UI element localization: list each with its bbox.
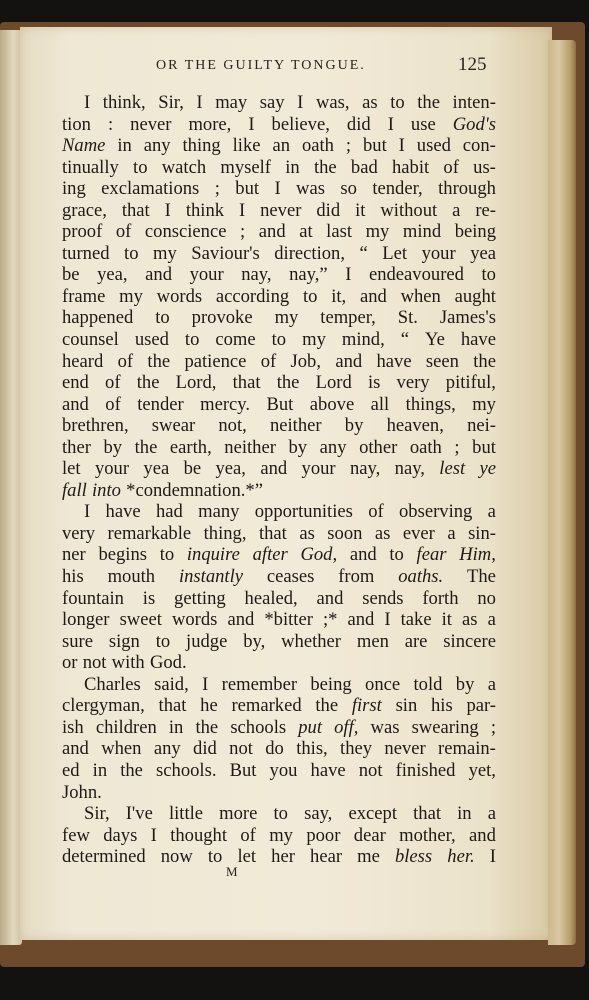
text-line: heard of the patience of Job, and have seen the [62,350,496,372]
text-line: turned to my Saviour's direction, “ Let your yea [62,242,496,264]
text-line: I have had many opportunities of observing a [84,501,496,523]
text-line: I think, Sir, I may say I was, as to the inten- [84,92,496,113]
text-line: grace, that I think I never did it without a re- [62,199,496,221]
page-number: 125 [458,54,487,75]
text-line: happened to provoke my temper, St. James's [62,307,496,329]
text-line: let your yea be yea, and your nay, nay, lest ye [62,458,496,480]
text-line: and of tender mercy. But above all things, my [62,393,496,415]
text-line: or not with God. [62,652,187,674]
text-line: fountain is getting healed, and sends forth no [62,587,496,609]
running-title: OR THE GUILTY TONGUE. [156,58,366,73]
text-line: proof of conscience ; and at last my mind being [62,221,496,243]
text-line: tion : never more, I believe, did I use God's [62,113,496,135]
text-line: ed in the schools. But you have not finished yet, [62,759,496,781]
text-line: his mouth instantly ceases from oaths. The [62,566,496,588]
body-text [62,92,496,868]
text-line: be yea, and your nay, nay,” I endeavoured to [62,264,496,286]
text-line: few days I thought of my poor dear mother, and [62,824,496,846]
signature-mark: M [226,864,238,879]
text-line: counsel used to come to my mind, “ Ye have [62,329,496,351]
text-line: very remarkable thing, that as soon as ever a sin- [62,522,496,544]
text-line: tinually to watch myself in the bad habit of us- [62,156,496,178]
text-line: Charles said, I remember being once told by a [84,673,496,695]
text-line: John. [62,781,102,803]
text-line: sure sign to judge by, whether men are sincere [62,630,496,652]
text-line: clergyman, that he remarked the first sin his par- [62,695,496,717]
text-line: brethren, swear not, neither by heaven, nei- [62,415,496,437]
text-line: end of the Lord, that the Lord is very pitiful, [62,372,496,394]
text-line: and when any did not do this, they never remain- [62,738,496,760]
text-line: ner begins to inquire after God, and to fear Him, [62,544,496,566]
text-line: Sir, I've little more to say, except that in a [84,803,496,825]
text-line: Name in any thing like an oath ; but I used con- [62,135,496,157]
text-line: fall into *condemnation.*” [62,479,263,501]
text-line: ing exclamations ; but I was so tender, through [62,178,496,200]
text-line: frame my words according to it, and when aught [62,285,496,307]
text-line: ther by the earth, neither by any other oath ; but [62,436,496,458]
text-line: ish children in the schools put off, was swearing ; [62,716,496,738]
page-fore-edge [548,40,576,945]
left-page-edge [0,30,22,945]
text-line: determined now to let her hear me bless her. I [62,846,496,868]
text-line: longer sweet words and *bitter ;* and I take it as a [62,609,496,631]
